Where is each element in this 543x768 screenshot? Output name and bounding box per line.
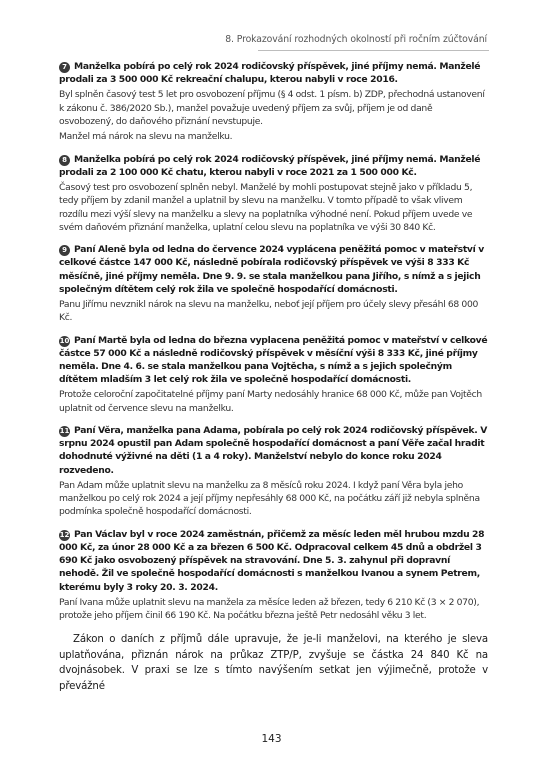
example-number-badge: 10	[59, 336, 70, 345]
example-number-badge: 7	[59, 62, 70, 73]
example-lead-text: Paní Aleně byla od ledna do července 2024 vyplácena peněžitá pomoc v mateřství v celkové částce 147 000 Kč, následně pobírala rodičovský příspěvek ve výši 8 333 Kč měsíčně, jiné příjmy neměla. Dne 9. 9. se stala manželkou pana Jiřího, s nímž a s jejich společným dítětem celý rok žila ve společně hospodařící domácnosti.	[59, 244, 484, 295]
example-lead	[59, 424, 488, 477]
closing-paragraph: Zákon o daních z příjmů dále upravuje, že je-li manželovi, na kterého je sleva uplatňována, přiznán nárok na průkaz ZTP/P, zvyšuje se částka 24 840 Kč na dvojnásobek. V praxi se lze s tímto navýšením setkat jen výjimečně, protože v převážné	[59, 634, 488, 692]
example-body: Časový test pro osvobození splněn nebyl. Manželé by mohli postupovat stejně jako v příkladu 5, tedy příjem by zdanil manžel a uplatnil by slevu na manželku. V tomto případě to však vlivem rozdílu mezi výší slevy na manželku a slevy na poplatníka výhodné není. Pokud příjem uvede ve svém daňovém přiznání manželka, uplatní celou slevu na poplatníka ve výši 30 840 Kč.	[59, 182, 473, 233]
example-number-badge: 12	[59, 530, 70, 539]
example-body: Byl splněn časový test 5 let pro osvobození příjmu (§ 4 odst. 1 písm. b) ZDP, přechodná ustanovení k zákonu č. 386/2020 Sb.), manžel považuje uvedený příjem za svůj, příjem je od daně osvobozený, do daňového přiznání nevstupuje.	[59, 89, 485, 127]
example-number-badge: 9	[59, 245, 70, 256]
example-lead	[59, 60, 488, 86]
example-lead	[59, 334, 488, 387]
example-lead-text: Paní Martě byla od ledna do března vyplacena peněžitá pomoc v mateřství v celkové částce 57 000 Kč a následně rodičovský příspěvek v měsíční výši 8 333 Kč, jiné příjmy neměla. Dne 4. 6. se stala manželkou pana Vojtěcha, s nímž a s jejich společným dítětem mladším 3 let celý rok žila ve společně hospodařící domácnosti.	[59, 334, 488, 386]
example-11	[59, 424, 488, 519]
example-body: Paní Ivana může uplatnit slevu na manžela za měsíce leden až březen, tedy 6 210 Kč (3 × 2 070), protože jeho příjem činil 66 190 Kč. Na počátku března ještě Petr nedosáhl věku 3 let.	[59, 596, 480, 622]
example-lead-text: Pan Václav byl v roce 2024 zaměstnán, přičemž za měsíc leden měl hrubou mzdu 28 000 Kč, za únor 28 000 Kč a za březen 6 500 Kč. Odpracoval celkem 45 dnů a obdržel 3 690 Kč jako osvobozený příspěvek na stravování. Dne 5. 3. zahynul při dopravní nehodě. Žil ve společně hospodařící domácnosti s manželkou Ivanou a synem Petrem, kterému byly 3 roky 20. 3. 2024.	[59, 528, 485, 593]
example-body: Panu Jiřímu nevznikl nárok na slevu na manželku, neboť její příjem pro účely slevy přesáhl 68 000 Kč.	[59, 299, 479, 324]
page-number: 143	[261, 733, 282, 745]
example-body: Pan Adam může uplatnit slevu na manželku za 8 měsíců roku 2024. I když paní Věra byla jeho manželkou po celý rok 2024 a její příjmy nepřesáhly 68 000 Kč, na počátku září již nebyla splněna podmínka společně hospodařící domácnosti.	[59, 479, 480, 518]
header-rule	[258, 50, 489, 51]
example-number-badge: 8	[59, 155, 70, 166]
running-header: 8. Prokazování rozhodných okolností při ročním zúčtování	[225, 34, 487, 45]
example-7	[59, 60, 488, 144]
example-8	[59, 153, 488, 235]
example-body: Protože celoroční započitatelné příjmy paní Marty nedosáhly hranice 68 000 Kč, může pan Vojtěch uplatnit od července slevu na manželku.	[59, 389, 482, 414]
example-body: Manžel má nárok na slevu na manželku.	[59, 131, 233, 143]
example-lead-text: Manželka pobírá po celý rok 2024 rodičovský příspěvek, jiné příjmy nemá. Manželé prodali za 2 100 000 Kč chatu, kterou nabyli v roce 2021 za 1 500 000 Kč.	[59, 153, 481, 178]
example-lead	[59, 243, 488, 296]
example-12	[59, 528, 488, 623]
example-10	[59, 334, 488, 415]
example-lead	[59, 153, 488, 179]
example-9	[59, 243, 488, 324]
example-number-badge: 11	[59, 427, 70, 435]
page-content	[59, 60, 488, 694]
example-lead	[59, 528, 488, 594]
example-lead-text: Manželka pobírá po celý rok 2024 rodičovský příspěvek, jiné příjmy nemá. Manželé prodali za 3 500 000 Kč rekreační chalupu, kterou nabyli v roce 2016.	[59, 61, 481, 86]
example-lead-text: Paní Věra, manželka pana Adama, pobírala po celý rok 2024 rodičovský příspěvek. V srpnu 2024 opustil pan Adam společně hospodařící domácnost a paní Věře začal hradit dohodnuté výživné na děti (1 a 4 roky). Manželství nebylo do konce roku 2024 rozvedeno.	[59, 425, 488, 476]
